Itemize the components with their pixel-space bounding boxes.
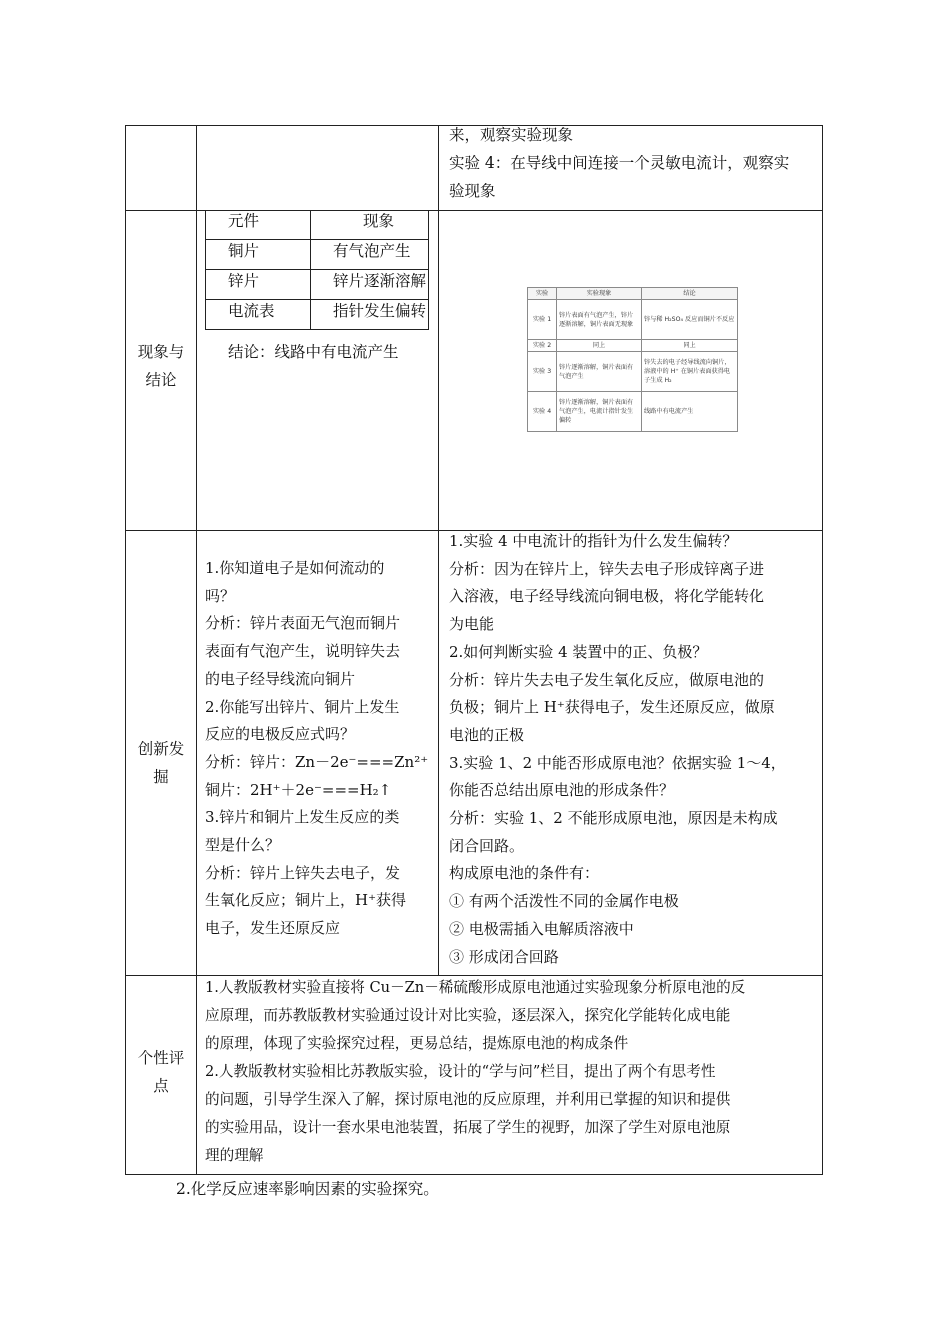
- table-row: [206, 270, 429, 300]
- text-line: ② 电极需插入电解质溶液中: [449, 919, 634, 938]
- text-line: 理的理解: [205, 1147, 264, 1164]
- table-row: [206, 300, 429, 330]
- text-line: 分析：锌片上锌失去电子，发: [205, 863, 401, 882]
- text-line: 分析：锌片失去电子发生氧化反应，做原电池的: [449, 670, 765, 689]
- text-line: 的原理，体现了实验探究过程，更易总结，提炼原电池的构成条件: [205, 1035, 629, 1052]
- ref-cell: 锌与稀 H₂SO₄ 反应而铜片不反应: [642, 300, 738, 340]
- top-row-line: 实验 4：在导线中间连接一个灵敏电流计，观察实: [449, 154, 790, 172]
- ref-header-cell: 实验: [528, 288, 557, 300]
- innovation-label: [126, 735, 196, 791]
- ref-cell: 实验 1: [528, 300, 557, 340]
- text-line: 1.实验 4 中电流计的指针为什么发生偏转？: [449, 532, 738, 550]
- table-row: [528, 392, 738, 432]
- text-line: 反应的电极反应式吗？: [205, 725, 356, 744]
- text-line: 1.你知道电子是如何流动的: [205, 559, 385, 577]
- text-line: 的问题，引导学生深入了解，探讨原电池的反应原理，并利用已掌握的知识和提供: [205, 1091, 731, 1108]
- text-line: 电子，发生还原反应: [205, 919, 341, 938]
- text-line: 分析：因为在锌片上，锌失去电子形成锌离子进: [449, 559, 765, 578]
- text-line: 3.锌片和铜片上发生反应的类: [205, 808, 400, 827]
- comment-label: [126, 1044, 196, 1100]
- table-cell: 有气泡产生: [311, 240, 429, 270]
- conclusion-text: 结论：线路中有电流产生: [228, 343, 399, 361]
- ref-cell: 实验 3: [528, 352, 557, 392]
- ref-cell: 实验 4: [528, 392, 557, 432]
- table-cell: 锌片: [206, 270, 311, 300]
- ref-cell: 实验 2: [528, 340, 557, 352]
- phenomenon-table: [205, 210, 429, 330]
- innovation-right-text: [449, 528, 786, 971]
- innovation-label-line: 掘: [153, 768, 169, 786]
- ref-cell: 同上: [642, 340, 738, 352]
- table-header-cell: 现象: [311, 210, 429, 240]
- ref-cell: 锌失去的电子经导线流向铜片，溶液中的 H⁺ 在铜片表面获得电子生成 H₂: [642, 352, 738, 392]
- text-line: ③ 形成闭合回路: [449, 947, 559, 966]
- text-line: 1.人教版教材实验直接将 Cu－Zn－稀硫酸形成原电池通过实验现象分析原电池的反: [205, 979, 746, 996]
- text-line: 2.如何判断实验 4 装置中的正、负极？: [449, 642, 708, 661]
- table-cell: 铜片: [206, 240, 311, 270]
- ref-cell: 锌片逐渐溶解，铜片表面有气泡产生: [557, 352, 642, 392]
- comment-label-line: 点: [153, 1077, 169, 1095]
- table-cell: 锌片逐渐溶解: [311, 270, 429, 300]
- comment-label-line: 个性评: [137, 1049, 185, 1067]
- top-row-line: 验现象: [449, 182, 496, 200]
- text-line: 型是什么？: [205, 836, 281, 855]
- reference-table-image: [527, 287, 738, 432]
- table-row: [528, 340, 738, 352]
- table-row: [528, 288, 738, 300]
- text-line: 3.实验 1、2 中能否形成原电池？依据实验 1～4，: [449, 753, 786, 772]
- table-row: [206, 210, 429, 240]
- text-line: 表面有气泡产生，说明锌失去: [205, 642, 401, 661]
- text-line: 应原理，而苏教版教材实验通过设计对比实验，逐层深入，探究化学能转化成电能: [205, 1007, 731, 1024]
- phenomenon-label: [126, 338, 196, 394]
- innovation-label-line: 创新发: [137, 740, 185, 758]
- text-line: 构成原电池的条件有：: [449, 864, 600, 883]
- text-line: ① 有两个活泼性不同的金属作电极: [449, 892, 679, 911]
- text-line: 电池的正极: [449, 725, 525, 744]
- text-line: 入溶液，电子经导线流向铜电极，将化学能转化: [449, 587, 765, 606]
- text-line: 分析：锌片表面无气泡而铜片: [205, 614, 401, 633]
- phenomenon-label-line: 结论: [145, 371, 177, 389]
- text-line: 分析：锌片：Zn－2e⁻===Zn²⁺: [205, 752, 429, 771]
- text-line: 吗？: [205, 586, 236, 605]
- text-line: 铜片：2H⁺＋2e⁻===H₂↑: [205, 780, 392, 799]
- table-row: [528, 300, 738, 340]
- table-cell: 指针发生偏转: [311, 300, 429, 330]
- ref-cell: 同上: [557, 340, 642, 352]
- ref-cell: 锌片表面有气泡产生，锌片逐渐溶解，铜片表面无现象: [557, 300, 642, 340]
- text-line: 闭合回路。: [449, 836, 525, 855]
- text-line: 2.你能写出锌片、铜片上发生: [205, 697, 400, 716]
- ref-header-cell: 结论: [642, 288, 738, 300]
- text-line: 为电能: [449, 615, 495, 634]
- ref-cell: 锌片逐渐溶解，铜片表面有气泡产生，电流计指针发生偏转: [557, 392, 642, 432]
- table-row: [528, 352, 738, 392]
- table-cell: 电流表: [206, 300, 311, 330]
- phenomenon-label-line: 现象与: [137, 343, 185, 361]
- top-row-text: [449, 121, 789, 205]
- text-line: 分析：实验 1、2 不能形成原电池，原因是未构成: [449, 809, 778, 828]
- text-line: 的电子经导线流向铜片: [205, 669, 356, 688]
- table-row: [206, 240, 429, 270]
- footer-text: 2.化学反应速率影响因素的实验探究。: [176, 1180, 439, 1198]
- innovation-left-text: [205, 555, 428, 943]
- ref-header-cell: 实验现象: [557, 288, 642, 300]
- text-line: 2.人教版教材实验相比苏教版实验，设计的“学与问”栏目，提出了两个有思考性: [205, 1063, 716, 1080]
- comment-text: [205, 974, 745, 1170]
- text-line: 生氧化反应；铜片上，H⁺获得: [205, 891, 406, 910]
- top-row-line: 来，观察实验现象: [449, 126, 574, 144]
- table-header-cell: 元件: [206, 210, 311, 240]
- ref-cell: 线路中有电流产生: [642, 392, 738, 432]
- text-line: 你能否总结出原电池的形成条件？: [449, 781, 675, 800]
- text-line: 负极；铜片上 H⁺获得电子，发生还原反应，做原: [449, 698, 775, 717]
- text-line: 的实验用品，设计一套水果电池装置，拓展了学生的视野，加深了学生对原电池原: [205, 1119, 731, 1136]
